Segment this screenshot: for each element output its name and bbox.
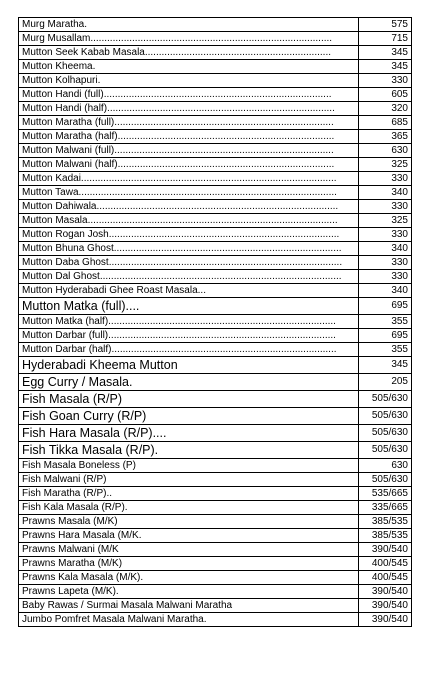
menu-row	[19, 391, 412, 408]
dish-name: Murg Maratha.	[19, 18, 359, 32]
menu-row	[19, 74, 412, 88]
dish-name: Prawns Malwani (M/K	[19, 543, 359, 557]
dish-price: 505/630	[359, 473, 412, 487]
dish-price: 390/540	[359, 585, 412, 599]
dish-name: Mutton Masala..........................................................................................	[19, 214, 359, 228]
dish-name: Mutton Malwani (half)..............................................................................	[19, 158, 359, 172]
dish-price: 345	[359, 46, 412, 60]
dish-name: Mutton Darbar (half).................................................................................	[19, 343, 359, 357]
dish-name: Baby Rawas / Surmai Masala Malwani Maratha	[19, 599, 359, 613]
menu-row	[19, 343, 412, 357]
menu-row	[19, 459, 412, 473]
dish-name: Mutton Kadai............................................................................................	[19, 172, 359, 186]
menu-row	[19, 571, 412, 585]
dish-price: 715	[359, 32, 412, 46]
dish-price: 335/665	[359, 501, 412, 515]
menu-row	[19, 256, 412, 270]
dish-name: Prawns Kala Masala (M/K).	[19, 571, 359, 585]
dish-name: Mutton Maratha (full)...............................................................................	[19, 116, 359, 130]
dish-name: Fish Masala (R/P)	[19, 391, 359, 408]
menu-row	[19, 18, 412, 32]
dish-name: Mutton Dal Ghost.......................................................................................	[19, 270, 359, 284]
dish-name: Egg Curry / Masala.	[19, 374, 359, 391]
menu-row	[19, 228, 412, 242]
menu-row	[19, 200, 412, 214]
dish-price: 400/545	[359, 557, 412, 571]
menu-row	[19, 473, 412, 487]
dish-name: Fish Hara Masala (R/P)....	[19, 425, 359, 442]
dish-price: 390/540	[359, 613, 412, 627]
dish-name: Mutton Daba Ghost....................................................................................	[19, 256, 359, 270]
menu-row	[19, 442, 412, 459]
dish-price: 330	[359, 200, 412, 214]
menu-row	[19, 543, 412, 557]
dish-name: Mutton Bhuna Ghost..................................................................................	[19, 242, 359, 256]
dish-name: Mutton Tawa.............................................................................................	[19, 186, 359, 200]
dish-name: Mutton Malwani (full)...............................................................................	[19, 144, 359, 158]
dish-name: Fish Kala Masala (R/P).	[19, 501, 359, 515]
dish-price: 390/540	[359, 599, 412, 613]
menu-row	[19, 88, 412, 102]
dish-name: Fish Tikka Masala (R/P).	[19, 442, 359, 459]
dish-name: Mutton Handi (full)..................................................................................	[19, 88, 359, 102]
dish-name: Mutton Rogan Josh...................................................................................	[19, 228, 359, 242]
menu-row	[19, 242, 412, 256]
dish-price: 340	[359, 242, 412, 256]
dish-name: Prawns Hara Masala (M/K.	[19, 529, 359, 543]
menu-row	[19, 130, 412, 144]
dish-price: 390/540	[359, 543, 412, 557]
dish-price: 330	[359, 228, 412, 242]
menu-row	[19, 329, 412, 343]
dish-price: 355	[359, 343, 412, 357]
dish-price: 330	[359, 270, 412, 284]
menu-row	[19, 172, 412, 186]
dish-price: 605	[359, 88, 412, 102]
dish-price: 695	[359, 298, 412, 315]
dish-price: 630	[359, 459, 412, 473]
dish-name: Mutton Matka (full)....	[19, 298, 359, 315]
dish-price: 365	[359, 130, 412, 144]
dish-price: 205	[359, 374, 412, 391]
dish-name: Fish Masala Boneless (P)	[19, 459, 359, 473]
menu-row	[19, 32, 412, 46]
menu-row	[19, 585, 412, 599]
dish-name: Mutton Matka (half)..................................................................................	[19, 315, 359, 329]
dish-name: Mutton Hyderabadi Ghee Roast Masala...	[19, 284, 359, 298]
menu-row	[19, 515, 412, 529]
menu-table-body	[19, 18, 412, 627]
menu-row	[19, 357, 412, 374]
dish-name: Hyderabadi Kheema Mutton	[19, 357, 359, 374]
dish-price: 400/545	[359, 571, 412, 585]
menu-row	[19, 270, 412, 284]
dish-price: 345	[359, 60, 412, 74]
menu-row	[19, 487, 412, 501]
menu-row	[19, 158, 412, 172]
dish-price: 330	[359, 172, 412, 186]
dish-price: 630	[359, 144, 412, 158]
dish-price: 325	[359, 158, 412, 172]
dish-price: 385/535	[359, 515, 412, 529]
dish-name: Mutton Kolhapuri.	[19, 74, 359, 88]
dish-name: Fish Maratha (R/P)..	[19, 487, 359, 501]
dish-name: Mutton Handi (half)..................................................................................	[19, 102, 359, 116]
menu-row	[19, 613, 412, 627]
dish-price: 695	[359, 329, 412, 343]
dish-name: Murg Musallam.......................................................................................	[19, 32, 359, 46]
dish-price: 535/665	[359, 487, 412, 501]
dish-price: 340	[359, 186, 412, 200]
menu-row	[19, 214, 412, 228]
menu-row	[19, 144, 412, 158]
dish-price: 320	[359, 102, 412, 116]
dish-name: Fish Malwani (R/P)	[19, 473, 359, 487]
dish-price: 575	[359, 18, 412, 32]
menu-row	[19, 102, 412, 116]
menu-row	[19, 298, 412, 315]
dish-name: Mutton Kheema.	[19, 60, 359, 74]
menu-row	[19, 599, 412, 613]
menu-row	[19, 425, 412, 442]
dish-price: 505/630	[359, 408, 412, 425]
dish-name: Mutton Darbar (full)..................................................................................	[19, 329, 359, 343]
dish-price: 385/535	[359, 529, 412, 543]
menu-row	[19, 557, 412, 571]
dish-name: Mutton Maratha (half)..............................................................................	[19, 130, 359, 144]
menu-row	[19, 374, 412, 391]
dish-price: 325	[359, 214, 412, 228]
dish-price: 685	[359, 116, 412, 130]
menu-row	[19, 529, 412, 543]
dish-price: 355	[359, 315, 412, 329]
menu-row	[19, 408, 412, 425]
dish-price: 505/630	[359, 425, 412, 442]
dish-price: 505/630	[359, 391, 412, 408]
dish-price: 330	[359, 256, 412, 270]
menu-row	[19, 501, 412, 515]
dish-name: Mutton Dahiwala.......................................................................................	[19, 200, 359, 214]
menu-row	[19, 284, 412, 298]
dish-name: Fish Goan Curry (R/P)	[19, 408, 359, 425]
dish-name: Prawns Masala (M/K)	[19, 515, 359, 529]
menu-row	[19, 186, 412, 200]
dish-price: 330	[359, 74, 412, 88]
dish-price: 505/630	[359, 442, 412, 459]
menu-row	[19, 46, 412, 60]
dish-price: 340	[359, 284, 412, 298]
dish-name: Prawns Maratha (M/K)	[19, 557, 359, 571]
dish-price: 345	[359, 357, 412, 374]
dish-name: Prawns Lapeta (M/K).	[19, 585, 359, 599]
menu-price-table	[18, 17, 412, 627]
menu-row	[19, 116, 412, 130]
menu-row	[19, 60, 412, 74]
dish-name: Jumbo Pomfret Masala Malwani Maratha.	[19, 613, 359, 627]
menu-row	[19, 315, 412, 329]
dish-name: Mutton Seek Kabab Masala...................................................................	[19, 46, 359, 60]
